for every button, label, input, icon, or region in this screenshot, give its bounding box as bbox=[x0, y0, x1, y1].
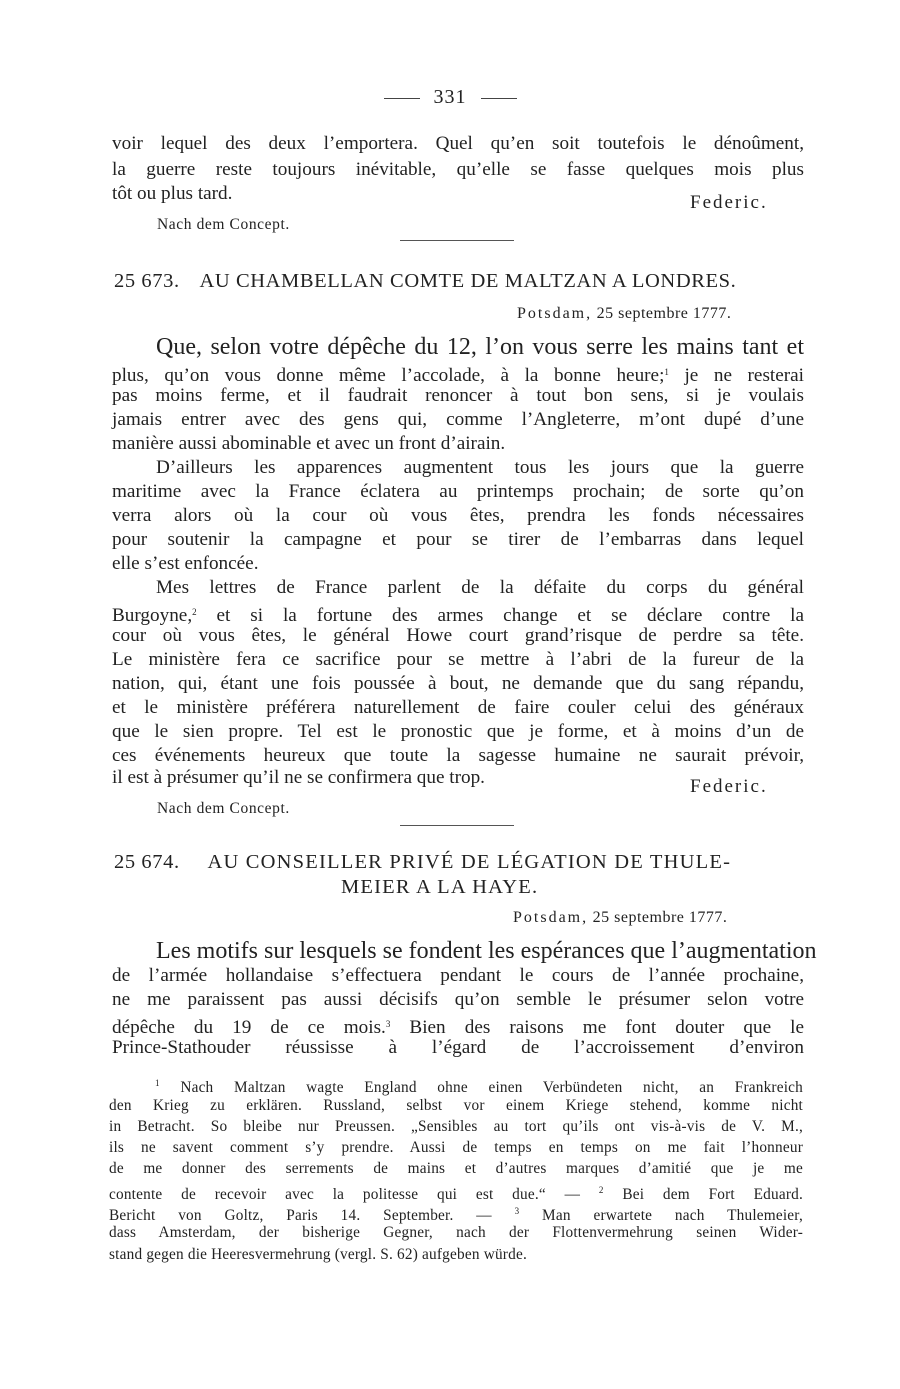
section-divider bbox=[400, 240, 514, 241]
body-line: ces événements heureux que toute la sagesse humaine ne saurait prévoir, bbox=[112, 745, 804, 766]
body-line: pas moins ferme, et il faudrait renoncer à tout bon sens, si je voulais bbox=[112, 385, 804, 406]
footnote-mark: 3 bbox=[514, 1206, 520, 1216]
page-number-dash-left bbox=[384, 98, 420, 99]
letter-title: AU CHAMBELLAN COMTE DE MALTZAN A LONDRES. bbox=[199, 270, 737, 292]
body-line: ne me paraissent pas aussi décisifs qu’on semble le présumer selon votre bbox=[112, 989, 804, 1010]
section-divider bbox=[400, 825, 514, 826]
dateline: Potsdam, 25 septembre 1777. bbox=[513, 909, 728, 926]
body-line: de l’armée hollandaise s’effectuera pendant le cours de l’année prochaine, bbox=[112, 965, 804, 986]
footnote-mark: 3 bbox=[385, 1019, 391, 1029]
body-line bbox=[112, 335, 804, 361]
body-line: pour soutenir la campagne et pour se tirer de l’embarras dans lequel bbox=[112, 529, 804, 550]
continuation-line-1: voir lequel des deux l’emportera. Quel qu’en soit toutefois le dénoûment, bbox=[112, 133, 804, 154]
letter-title-line-1: AU CONSEILLER PRIVÉ DE LÉGATION DE THULE- bbox=[207, 851, 732, 873]
footnote-mark: 2 bbox=[192, 607, 197, 617]
signature: Federic. bbox=[690, 192, 768, 213]
letter-number: 25 673. bbox=[114, 270, 180, 292]
body-line: verra alors où la cour où vous êtes, prendra les fonds nécessaires bbox=[112, 505, 804, 526]
footnote-line: stand gegen die Heeresvermehrung (vergl. S. 62) aufgeben würde. bbox=[109, 1246, 527, 1263]
signature: Federic. bbox=[690, 776, 768, 797]
body-line: Burgoyne,$^2$ et si la fortune des armes change et se déclare contre la bbox=[112, 605, 804, 626]
body-line bbox=[112, 938, 817, 965]
body-line: et le ministère préférera naturellement de faire couler celui des généraux bbox=[112, 697, 804, 718]
body-line: manière aussi abominable et avec un front d’airain. bbox=[112, 433, 506, 454]
body-line: cour où vous êtes, le général Howe court grand’risque de perdre sa tête. bbox=[112, 625, 804, 646]
body-line: que le sien propre. Tel est le pronostic que je forme, et à moins d’un de bbox=[112, 721, 804, 742]
body-line: elle s’est enfoncée. bbox=[112, 553, 259, 574]
body-line: Prince-Stathouder réussisse à l’égard de l’accroissement d’environ bbox=[112, 1037, 804, 1058]
footnote-line: $^1$ Nach Maltzan wagte England ohne einen Verbündeten nicht, an Frankreich bbox=[155, 1078, 803, 1096]
footnote-line: dass Amsterdam, der bisherige Gegner, nach der Flottenvermehrung seinen Wider- bbox=[109, 1224, 803, 1241]
continuation-line-2: la guerre reste toujours inévitable, qu’elle se fasse quelques mois plus bbox=[112, 159, 804, 180]
letter-number: 25 674. bbox=[114, 851, 180, 873]
letter-title-line-2: MEIER A LA HAYE. bbox=[341, 876, 539, 898]
footnote-line: contente de recevoir avec la politesse qui est due.“ — $^2$ Bei dem Fort Eduard. bbox=[109, 1185, 804, 1203]
footnote-line: Bericht von Goltz, Paris 14. September. — $^3$ Man erwartete nach Thulemeier, bbox=[109, 1206, 803, 1224]
letter-heading bbox=[114, 270, 736, 293]
footnote-line: den Krieg zu erklären. Russland, selbst vor einem Kriege stehend, komme nicht bbox=[109, 1097, 803, 1114]
body-line: D’ailleurs les apparences augmentent tous les jours que la guerre bbox=[156, 457, 804, 478]
body-line-text: Que, selon votre dépêche du 12, l’on vous serre les mains tant et bbox=[156, 334, 804, 360]
footnote-mark: 2 bbox=[598, 1185, 604, 1195]
body-line: nation, qui, étant une fois poussée à bout, ne demande que du sang répandu, bbox=[112, 673, 804, 694]
source-note: Nach dem Concept. bbox=[157, 800, 290, 817]
body-line: il est à présumer qu’il ne se confirmera que trop. bbox=[112, 767, 485, 788]
body-line: Mes lettres de France parlent de la défaite du corps du général bbox=[156, 577, 804, 598]
body-line: jamais entrer avec des gens qui, comme l’Angleterre, m’ont dupé d’une bbox=[112, 409, 804, 430]
body-line: Le ministère fera ce sacrifice pour se mettre à l’abri de la fureur de la bbox=[112, 649, 804, 670]
page-number-dash-right bbox=[481, 98, 517, 99]
footnote-line: ils ne savent comment s’y prendre. Aussi de temps en temps on me fait l’honneur bbox=[109, 1139, 803, 1156]
body-line: plus, qu’on vous donne même l’accolade, à la bonne heure;$^1$ je ne resterai bbox=[112, 365, 804, 386]
body-line: dépêche du 19 de ce mois.$^3$ Bien des raisons me font douter que le bbox=[112, 1017, 805, 1038]
body-line-text: Les motifs sur lesquels se fondent les espérances que l’augmentation bbox=[156, 938, 817, 964]
footnote-mark: 1 bbox=[155, 1078, 160, 1088]
footnote-line: de me donner des serrements de mains et d’autres marques d’amitié que je me bbox=[109, 1160, 803, 1177]
source-note: Nach dem Concept. bbox=[157, 216, 290, 233]
body-line: maritime avec la France éclatera au printemps prochain; de sorte qu’on bbox=[112, 481, 804, 502]
letter-heading bbox=[114, 851, 731, 874]
footnote-mark: 1 bbox=[664, 367, 669, 377]
footnote-line: in Betracht. So bleibe nur Preussen. „Sensibles au tort qu’ils ont vis-à-vis de V. M., bbox=[109, 1118, 803, 1135]
page-number: 331 bbox=[0, 86, 900, 109]
dateline: Potsdam, 25 septembre 1777. bbox=[517, 305, 732, 322]
continuation-line-3: tôt ou plus tard. bbox=[112, 183, 233, 204]
